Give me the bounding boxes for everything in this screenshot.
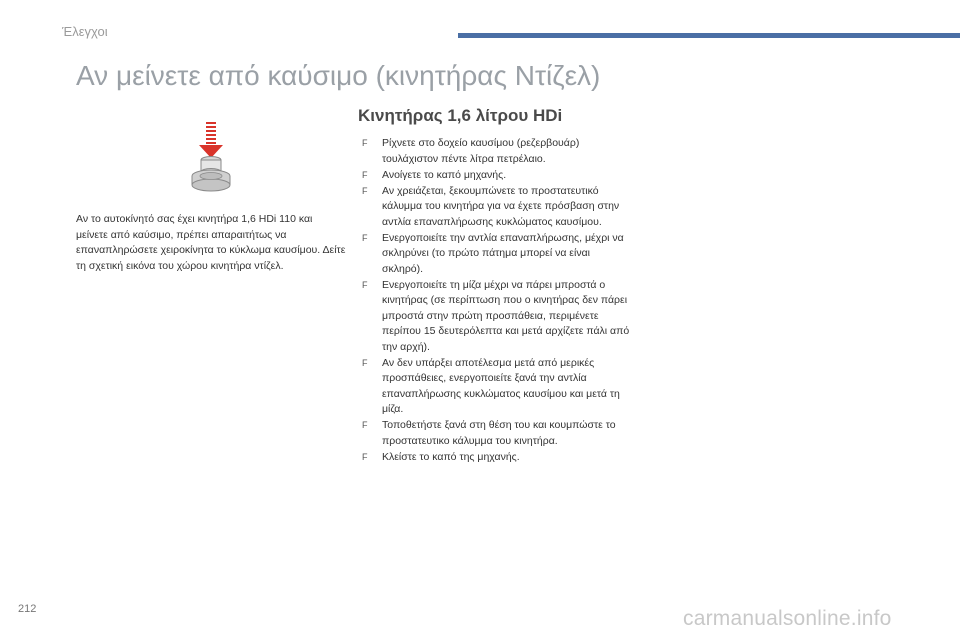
page-title: Αν μείνετε από καύσιμο (κινητήρας Ντίζελ) — [76, 60, 601, 91]
bullet-icon: F — [362, 420, 368, 430]
bullet-icon: F — [362, 185, 368, 196]
list-item — [360, 168, 630, 184]
procedure-steps — [360, 136, 630, 466]
step-text: Τοποθετήστε ξανά στη θέση του και κουμπώστε το προστατευτικο κάλυμμα του κινητήρα. — [382, 419, 616, 447]
list-item — [360, 136, 630, 167]
step-text: Ανοίγετε το καπό μηχανής. — [382, 168, 507, 181]
list-item — [360, 418, 630, 449]
step-text: Αν χρειάζεται, ξεκουμπώνετε το προστατευτικό κάλυμμα του κινητήρα για να έχετε πρόσβαση στην αντλία επαναπλήρωσης κυκλώματος καυσίμου. — [382, 184, 620, 228]
list-item — [360, 450, 630, 466]
intro-text: Αν το αυτοκίνητό σας έχει κινητήρα 1,6 HDi 110 και μείνετε από καύσιμο, πρέπει απαραιτήτως να επαναπληρώσετε χειροκίνητα το κύκλωμα καυσίμου. Δείτε τη σχετική εικόνα του χώρου κινητήρα ντίζελ. — [76, 213, 346, 272]
step-text: Ενεργοποιείτε την αντλία επαναπλήρωσης, μέχρι να σκληρύνει (το πρώτο πάτημα μπορεί να είναι σκληρό). — [382, 231, 624, 275]
section-label: Έλεγχοι — [62, 24, 108, 39]
bullet-icon: F — [362, 232, 368, 243]
fuel-pump-priming-icon — [186, 118, 236, 196]
step-text: Κλείστε το καπό της μηχανής. — [382, 450, 520, 463]
bullet-icon: F — [362, 357, 368, 368]
step-text: Αν δεν υπάρξει αποτέλεσμα μετά από μερικές προσπάθειες, ενεργοποιείτε ξανά την αντλία επαναπλήρωσης κυκλώματος καυσίμου και μετά τη μίζα. — [382, 356, 620, 415]
bullet-icon: F — [362, 138, 368, 148]
step-text: Ρίχνετε στο δοχείο καυσίμου (ρεζερβουάρ) τουλάχιστον πέντε λίτρα πετρέλαιο. — [382, 137, 580, 165]
step-text: Ενεργοποιείτε τη μίζα μέχρι να πάρει μπροστά ο κινητήρας (σε περίπτωση που ο κινητήρας δεν πάρει μπροστά στην πρώτη προσπάθεια, περιμένετε περίπου 15 δευτερόλεπτα και μετά αρχίζετε πάλι από την αρχή). — [382, 278, 630, 353]
header-bar — [458, 33, 960, 38]
watermark: carmanualsonline.info — [683, 607, 892, 630]
list-item — [360, 278, 630, 356]
bullet-icon: F — [362, 279, 368, 290]
page-number: 212 — [18, 603, 37, 615]
bullet-icon: F — [362, 169, 368, 180]
procedure-title: Κινητήρας 1,6 λίτρου HDi — [358, 106, 563, 125]
bullet-icon: F — [362, 451, 368, 462]
list-item — [360, 184, 630, 231]
list-item — [360, 356, 630, 418]
list-item — [360, 231, 630, 278]
